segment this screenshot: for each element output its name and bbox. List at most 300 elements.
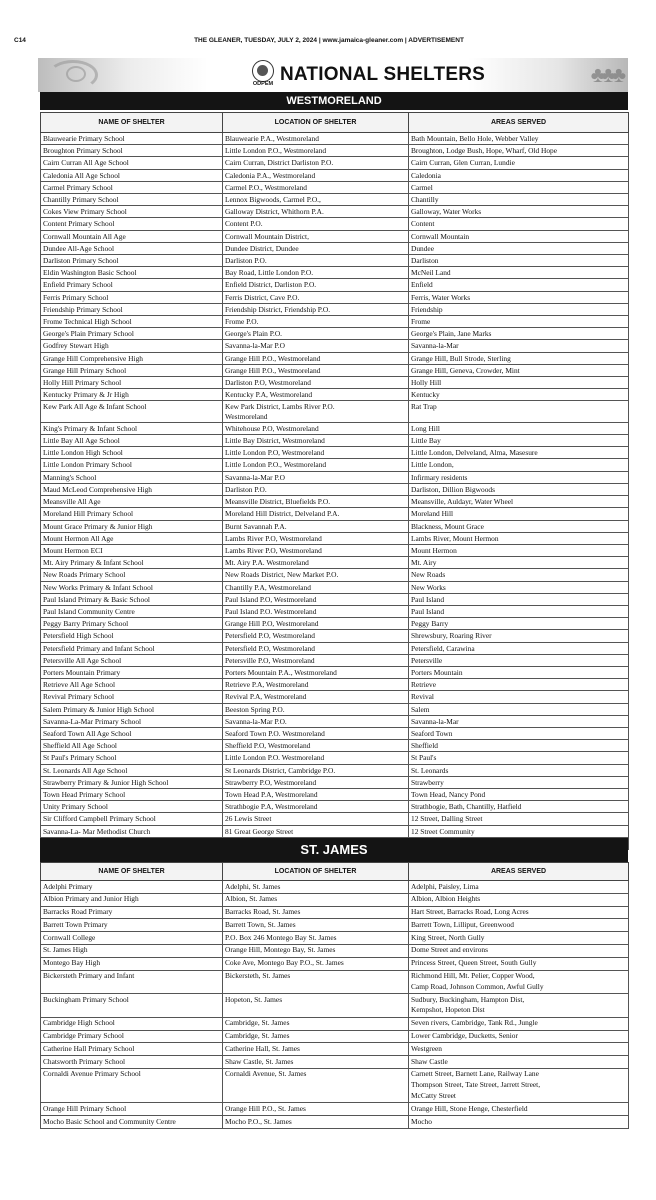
areas-served: Broughton, Lodge Bush, Hope, Wharf, Old Hope	[409, 145, 629, 157]
table-row	[41, 340, 629, 352]
table-row	[41, 1068, 629, 1102]
table-row	[41, 740, 629, 752]
shelter-location: Paul Island P.O, Westmoreland	[223, 593, 409, 605]
shelter-location: Meansville District, Bluefields P.O.	[223, 496, 409, 508]
table-row	[41, 496, 629, 508]
areas-served: Dundee	[409, 242, 629, 254]
shelter-location: Bay Road, Little London P.O.	[223, 267, 409, 279]
areas-served: Town Head, Nancy Pond	[409, 788, 629, 800]
areas-served: Meansville, Auldayr, Water Wheel	[409, 496, 629, 508]
westmoreland-rows	[41, 133, 629, 850]
table-row	[41, 1017, 629, 1030]
shelter-location: Porters Mountain P.A., Westmoreland	[223, 666, 409, 678]
table-row	[41, 435, 629, 447]
areas-served: Petersville	[409, 654, 629, 666]
shelter-name: Adelphi Primary	[41, 881, 223, 894]
areas-served: Orange Hill, Stone Henge, Chesterfield	[409, 1103, 629, 1116]
areas-served: Salem	[409, 703, 629, 715]
table-row	[41, 932, 629, 945]
areas-served: New Roads	[409, 569, 629, 581]
areas-served: Infirmary residents	[409, 471, 629, 483]
areas-served: Mocho	[409, 1116, 629, 1129]
table-header-row	[41, 113, 629, 133]
shelter-location: 81 Great George Street	[223, 825, 409, 837]
shelter-name: Revival Primary School	[41, 691, 223, 703]
shelter-name: Friendship Primary School	[41, 303, 223, 315]
shelter-location: P.O. Box 246 Montego Bay St. James	[223, 932, 409, 945]
shelter-name: Dundee All-Age School	[41, 242, 223, 254]
shelter-name: Unity Primary School	[41, 801, 223, 813]
shelter-name: Mount Grace Primary & Junior High	[41, 520, 223, 532]
shelter-name: Albion Primary and Junior High	[41, 893, 223, 906]
table-row	[41, 230, 629, 242]
shelter-name: Cornwall Mountain All Age	[41, 230, 223, 242]
column-header-areas: AREAS SERVED	[409, 113, 629, 133]
shelter-location: Darliston P.O.	[223, 483, 409, 495]
shelter-name: St. James High	[41, 944, 223, 957]
areas-served: Darliston	[409, 255, 629, 267]
shelter-location: Little London P.O. Westmoreland	[223, 752, 409, 764]
shelter-name: Darliston Primary School	[41, 255, 223, 267]
table-row	[41, 581, 629, 593]
shelter-location: Enfield District, Darliston P.O.	[223, 279, 409, 291]
shelter-location: Blauwearie P.A., Westmoreland	[223, 133, 409, 145]
shelter-location: Grange Hill P.O, Westmoreland	[223, 618, 409, 630]
shelter-location: Lambs River P.O, Westmoreland	[223, 532, 409, 544]
areas-served: Sheffield	[409, 740, 629, 752]
shelter-location: Barracks Road, St. James	[223, 906, 409, 919]
shelter-location: 26 Lewis Street	[223, 813, 409, 825]
shelter-location: Savanna-la-Mar P.O.	[223, 715, 409, 727]
areas-served: Petersfield, Carawina	[409, 642, 629, 654]
shelter-location: Moreland Hill District, Delveland P.A.	[223, 508, 409, 520]
section-title-st-james: ST. JAMES	[40, 838, 628, 862]
areas-served: Caledonia	[409, 169, 629, 181]
shelter-location: Grange Hill P.O., Westmoreland	[223, 352, 409, 364]
shelter-name: Cambridge High School	[41, 1017, 223, 1030]
shelter-location: Strawberry P.O, Westmoreland	[223, 776, 409, 788]
table-row	[41, 508, 629, 520]
table-row	[41, 218, 629, 230]
shelter-name: King's Primary & Infant School	[41, 422, 223, 434]
table-row	[41, 157, 629, 169]
shelter-name: Montego Bay High	[41, 957, 223, 970]
shelter-location: Cambridge, St. James	[223, 1030, 409, 1043]
table-row	[41, 279, 629, 291]
shelter-name: Mocho Basic School and Community Centre	[41, 1116, 223, 1129]
shelter-name: Barrett Town Primary	[41, 919, 223, 932]
table-row	[41, 813, 629, 825]
table-row	[41, 303, 629, 315]
shelter-location: Grange Hill P.O., Westmoreland	[223, 364, 409, 376]
table-row	[41, 593, 629, 605]
shelter-location: Lambs River P.O, Westmoreland	[223, 544, 409, 556]
areas-served: Carnett Street, Barnett Lane, Railway Lane Thompson Street, Tate Street, Jarrett Street, McCatty Street	[409, 1068, 629, 1102]
table-row	[41, 630, 629, 642]
odpem-logo	[250, 60, 276, 90]
table-row	[41, 364, 629, 376]
areas-served: Strathbogie, Bath, Chantilly, Hatfield	[409, 801, 629, 813]
table-row	[41, 776, 629, 788]
table-row	[41, 994, 629, 1018]
areas-served: Grange Hill, Geneva, Crowder, Mint	[409, 364, 629, 376]
table-row	[41, 169, 629, 181]
shelter-location: Darliston P.O, Westmoreland	[223, 377, 409, 389]
shelter-location: Savanna-la-Mar P.O	[223, 340, 409, 352]
shelter-name: Little Bay All Age School	[41, 435, 223, 447]
shelter-name: Cornwall College	[41, 932, 223, 945]
table-row	[41, 919, 629, 932]
areas-served: Cairn Curran, Glen Curran, Lundie	[409, 157, 629, 169]
shelter-name: Chatsworth Primary School	[41, 1056, 223, 1069]
shelter-location: Little London P.O., Westmoreland	[223, 459, 409, 471]
areas-served: Friendship	[409, 303, 629, 315]
areas-served: Sudbury, Buckingham, Hampton Dist, Kempshot, Hopeton Dist	[409, 994, 629, 1018]
page-number: C14	[14, 37, 26, 44]
areas-served: McNeil Land	[409, 267, 629, 279]
table-row	[41, 666, 629, 678]
shelter-name: Manning's School	[41, 471, 223, 483]
shelter-location: Cambridge, St. James	[223, 1017, 409, 1030]
banner	[38, 58, 628, 92]
shelter-name: Cokes View Primary School	[41, 206, 223, 218]
shelter-location: Lennox Bigwoods, Carmel P.O.,	[223, 194, 409, 206]
shelter-location: Albion, St. James	[223, 893, 409, 906]
table-row	[41, 422, 629, 434]
shelter-name: Kentucky Primary & Jr High	[41, 389, 223, 401]
table-row	[41, 957, 629, 970]
shelter-name: Paul Island Primary & Basic School	[41, 593, 223, 605]
shelter-location: Burnt Savannah P.A.	[223, 520, 409, 532]
table-row	[41, 715, 629, 727]
areas-served: Cornwall Mountain	[409, 230, 629, 242]
table-row	[41, 255, 629, 267]
page-header	[14, 37, 644, 49]
shelter-name: Savanna-La- Mar Methodist Church	[41, 825, 223, 837]
areas-served: St Paul's	[409, 752, 629, 764]
table-row	[41, 447, 629, 459]
shelter-name: Frome Technical High School	[41, 316, 223, 328]
shelter-location: Chantilly P.A, Westmoreland	[223, 581, 409, 593]
table-row	[41, 520, 629, 532]
shelter-location: Carmel P.O., Westmoreland	[223, 181, 409, 193]
table-row	[41, 764, 629, 776]
shelter-name: Moreland Hill Primary School	[41, 508, 223, 520]
table-row	[41, 459, 629, 471]
shelter-name: Grange Hill Comprehensive High	[41, 352, 223, 364]
shelter-name: Orange Hill Primary School	[41, 1103, 223, 1116]
shelter-location: Coke Ave, Montego Bay P.O., St. James	[223, 957, 409, 970]
table-row	[41, 194, 629, 206]
shelter-name: Sheffield All Age School	[41, 740, 223, 752]
table-row	[41, 893, 629, 906]
shelter-location: Little Bay District, Westmoreland	[223, 435, 409, 447]
areas-served: Savanna-la-Mar	[409, 715, 629, 727]
table-row	[41, 145, 629, 157]
shelter-name: Cambridge Primary School	[41, 1030, 223, 1043]
areas-served: Shrewsbury, Roaring River	[409, 630, 629, 642]
table-row	[41, 825, 629, 837]
shelter-location: Town Head P.A, Westmoreland	[223, 788, 409, 800]
shelter-name: Salem Primary & Junior High School	[41, 703, 223, 715]
shelter-name: Chantilly Primary School	[41, 194, 223, 206]
areas-served: Strawberry	[409, 776, 629, 788]
shelter-location: George's Plain P.O.	[223, 328, 409, 340]
shelter-name: Carmel Primary School	[41, 181, 223, 193]
column-header-name: NAME OF SHELTER	[41, 863, 223, 881]
shelter-location: Adelphi, St. James	[223, 881, 409, 894]
table-row	[41, 752, 629, 764]
shelter-location: Catherine Hall, St. James	[223, 1043, 409, 1056]
table-row	[41, 1116, 629, 1129]
table-row	[41, 1043, 629, 1056]
shelter-name: Holly Hill Primary School	[41, 377, 223, 389]
table-row	[41, 691, 629, 703]
areas-served: Paul Island	[409, 593, 629, 605]
section-title-westmoreland: WESTMORELAND	[40, 92, 628, 110]
shelter-name: Grange Hill Primary School	[41, 364, 223, 376]
areas-served: 12 Street, Dalling Street	[409, 813, 629, 825]
table-row	[41, 605, 629, 617]
areas-served: Richmond Hill, Mt. Pelier, Copper Wood, Camp Road, Johnson Common, Awful Gully	[409, 970, 629, 994]
areas-served: Bath Mountain, Bello Hole, Webber Valley	[409, 133, 629, 145]
table-row	[41, 267, 629, 279]
shelter-location: Frome P.O.	[223, 316, 409, 328]
areas-served: Ferris, Water Works	[409, 291, 629, 303]
table-header-row	[41, 863, 629, 881]
shelter-name: Little London Primary School	[41, 459, 223, 471]
logo-text: ODPEM	[252, 81, 274, 87]
table-row	[41, 377, 629, 389]
shelter-name: Little London High School	[41, 447, 223, 459]
table-row	[41, 1056, 629, 1069]
table-row	[41, 788, 629, 800]
shelter-name: Broughton Primary School	[41, 145, 223, 157]
areas-served: Darliston, Dillion Bigwoods	[409, 483, 629, 495]
palm-trees-icon: ♣♣♣	[590, 62, 622, 87]
areas-served: 12 Street Community	[409, 825, 629, 837]
shelter-location: Barrett Town, St. James	[223, 919, 409, 932]
shelter-name: Petersville All Age School	[41, 654, 223, 666]
areas-served: Barrett Town, Lilliput, Greenwood	[409, 919, 629, 932]
shelter-name: Town Head Primary School	[41, 788, 223, 800]
table-row	[41, 401, 629, 422]
shelter-location: Petersfield P.O, Westmoreland	[223, 630, 409, 642]
table-row	[41, 618, 629, 630]
table-row	[41, 569, 629, 581]
table-row	[41, 242, 629, 254]
shelter-location: Strathbogie P.A, Westmoreland	[223, 801, 409, 813]
shelter-name: Kew Park All Age & Infant School	[41, 401, 223, 422]
column-header-areas: AREAS SERVED	[409, 863, 629, 881]
table-row	[41, 544, 629, 556]
areas-served: Savanna-la-Mar	[409, 340, 629, 352]
st-james-table	[40, 862, 629, 1129]
shelter-name: George's Plain Primary School	[41, 328, 223, 340]
shelter-location: St Leonards District, Cambridge P.O.	[223, 764, 409, 776]
table-row	[41, 1103, 629, 1116]
shelter-location: Kentucky P.A, Westmoreland	[223, 389, 409, 401]
areas-served: Content	[409, 218, 629, 230]
shelter-location: Petersfield P.O, Westmoreland	[223, 642, 409, 654]
areas-served: Little London, Delveland, Alma, Masesure	[409, 447, 629, 459]
areas-served: Lower Cambridge, Ducketts, Senior	[409, 1030, 629, 1043]
table-row	[41, 944, 629, 957]
shelter-name: Catherine Hall Primary School	[41, 1043, 223, 1056]
shelter-name: Godfrey Stewart High	[41, 340, 223, 352]
column-header-location: LOCATION OF SHELTER	[223, 113, 409, 133]
shelter-name: Eldin Washington Basic School	[41, 267, 223, 279]
shelter-location: Orange Hill P.O., St. James	[223, 1103, 409, 1116]
shelter-name: Peggy Barry Primary School	[41, 618, 223, 630]
areas-served: Hart Street, Barracks Road, Long Acres	[409, 906, 629, 919]
shelter-location: Cairn Curran, District Darliston P.O.	[223, 157, 409, 169]
shelter-name: Mt. Airy Primary & Infant School	[41, 557, 223, 569]
shelter-name: Buckingham Primary School	[41, 994, 223, 1018]
shelter-location: Retrieve P.A, Westmoreland	[223, 679, 409, 691]
table-row	[41, 328, 629, 340]
areas-served: Retrieve	[409, 679, 629, 691]
shelter-location: Kew Park District, Lambs River P.O. Westmoreland	[223, 401, 409, 422]
shelter-location: Content P.O.	[223, 218, 409, 230]
shelter-name: Blauwearie Primary School	[41, 133, 223, 145]
shelter-location: Paul Island P.O. Westmoreland	[223, 605, 409, 617]
shelter-name: Bickersteth Primary and Infant	[41, 970, 223, 994]
areas-served: Revival	[409, 691, 629, 703]
areas-served: Blackness, Mount Grace	[409, 520, 629, 532]
table-row	[41, 471, 629, 483]
shelter-name: Savanna-La-Mar Primary School	[41, 715, 223, 727]
shelter-name: Paul Island Community Centre	[41, 605, 223, 617]
odpem-emblem-icon	[252, 60, 274, 82]
shelter-location: Savanna-la-Mar P.O	[223, 471, 409, 483]
areas-served: Moreland Hill	[409, 508, 629, 520]
shelter-name: Mount Hermon All Age	[41, 532, 223, 544]
table-row	[41, 291, 629, 303]
table-row	[41, 206, 629, 218]
shelter-location: Little London P.O, Westmoreland	[223, 447, 409, 459]
banner-title: NATIONAL SHELTERS	[280, 64, 486, 85]
shelter-location: Hopeton, St. James	[223, 994, 409, 1018]
table-row	[41, 181, 629, 193]
areas-served: Kentucky	[409, 389, 629, 401]
shelter-name: Barracks Road Primary	[41, 906, 223, 919]
shelter-name: St Paul's Primary School	[41, 752, 223, 764]
areas-served: Adelphi, Paisley, Lima	[409, 881, 629, 894]
areas-served: Seaford Town	[409, 727, 629, 739]
areas-served: Shaw Castle	[409, 1056, 629, 1069]
shelter-name: Mount Hermon ECI	[41, 544, 223, 556]
table-row	[41, 727, 629, 739]
shelter-name: New Roads Primary School	[41, 569, 223, 581]
shelter-location: Little London P.O., Westmoreland	[223, 145, 409, 157]
areas-served: Lambs River, Mount Hermon	[409, 532, 629, 544]
table-row	[41, 642, 629, 654]
table-row	[41, 557, 629, 569]
hurricane-eye-icon	[66, 66, 86, 82]
areas-served: New Works	[409, 581, 629, 593]
shelter-location: Mocho P.O., St. James	[223, 1116, 409, 1129]
areas-served: Dome Street and environs	[409, 944, 629, 957]
shelter-location: Revival P.A, Westmoreland	[223, 691, 409, 703]
areas-served: George's Plain, Jane Marks	[409, 328, 629, 340]
shelter-name: St. Leonards All Age School	[41, 764, 223, 776]
shelter-location: Sheffield P.O, Westmoreland	[223, 740, 409, 752]
areas-served: St. Leonards	[409, 764, 629, 776]
table-row	[41, 352, 629, 364]
shelter-location: Mt. Airy P.A. Westmoreland	[223, 557, 409, 569]
table-row	[41, 654, 629, 666]
shelter-name: Strawberry Primary & Junior High School	[41, 776, 223, 788]
areas-served: Long Hill	[409, 422, 629, 434]
areas-served: Porters Mountain	[409, 666, 629, 678]
areas-served: Little Bay	[409, 435, 629, 447]
areas-served: Seven rivers, Cambridge, Tank Rd., Jungle	[409, 1017, 629, 1030]
areas-served: Frome	[409, 316, 629, 328]
areas-served: Peggy Barry	[409, 618, 629, 630]
shelter-name: Enfield Primary School	[41, 279, 223, 291]
areas-served: Little London,	[409, 459, 629, 471]
shelter-name: Seaford Town All Age School	[41, 727, 223, 739]
shelter-name: Petersfield High School	[41, 630, 223, 642]
shelter-name: New Works Primary & Infant School	[41, 581, 223, 593]
shelter-location: Whitehouse P.O, Westmoreland	[223, 422, 409, 434]
shelter-location: Cornaldi Avenue, St. James	[223, 1068, 409, 1102]
areas-served: Westgreen	[409, 1043, 629, 1056]
areas-served: Carmel	[409, 181, 629, 193]
table-row	[41, 703, 629, 715]
table-row	[41, 133, 629, 145]
column-header-name: NAME OF SHELTER	[41, 113, 223, 133]
areas-served: Grange Hill, Bull Strode, Sterling	[409, 352, 629, 364]
table-row	[41, 532, 629, 544]
shelter-name: Retrieve All Age School	[41, 679, 223, 691]
table-row	[41, 389, 629, 401]
shelter-location: Seaford Town P.O. Westmoreland	[223, 727, 409, 739]
areas-served: Chantilly	[409, 194, 629, 206]
header-line: THE GLEANER, TUESDAY, JULY 2, 2024 | www.jamaica-gleaner.com | ADVERTISEMENT	[194, 37, 464, 44]
shelter-name: Cairn Curran All Age School	[41, 157, 223, 169]
shelter-location: Petersville P.O, Westmoreland	[223, 654, 409, 666]
shelter-name: Petersfield Primary and Infant School	[41, 642, 223, 654]
table-row	[41, 679, 629, 691]
table-row	[41, 1030, 629, 1043]
areas-served: Princess Street, Queen Street, South Gully	[409, 957, 629, 970]
shelter-location: Cornwall Mountain District,	[223, 230, 409, 242]
areas-served: Mt. Airy	[409, 557, 629, 569]
areas-served: Holly Hill	[409, 377, 629, 389]
areas-served: Rat Trap	[409, 401, 629, 422]
shelter-name: Meansville All Age	[41, 496, 223, 508]
shelter-name: Porters Mountain Primary	[41, 666, 223, 678]
shelter-location: Shaw Castle, St. James	[223, 1056, 409, 1069]
areas-served: King Street, North Gully	[409, 932, 629, 945]
shelter-location: Dundee District, Dundee	[223, 242, 409, 254]
shelter-name: Cornaldi Avenue Primary School	[41, 1068, 223, 1102]
table-row	[41, 970, 629, 994]
shelter-location: Friendship District, Friendship P.O.	[223, 303, 409, 315]
shelter-location: Darliston P.O.	[223, 255, 409, 267]
shelter-location: Galloway District, Whithorn P.A.	[223, 206, 409, 218]
table-row	[41, 906, 629, 919]
shelter-name: Maud McLeod Comprehensive High	[41, 483, 223, 495]
st-james-rows	[41, 881, 629, 1129]
table-row	[41, 483, 629, 495]
shelter-name: Caledonia All Age School	[41, 169, 223, 181]
shelter-location: Bickersteth, St. James	[223, 970, 409, 994]
shelter-location: Beeston Spring P.O.	[223, 703, 409, 715]
shelter-name: Ferris Primary School	[41, 291, 223, 303]
